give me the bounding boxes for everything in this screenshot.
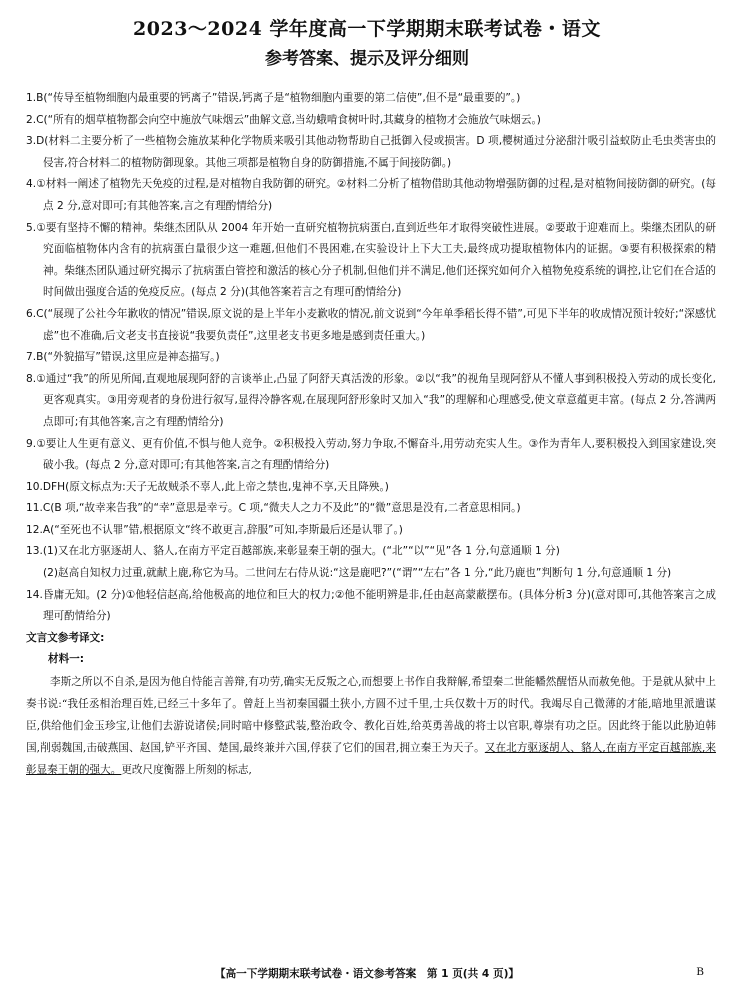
page-subtitle: 参考答案、提示及评分细则 (265, 49, 469, 69)
answer-1: 1.B(“传导至植物细胞内最重要的钙离子”错误,钙离子是“植物细胞内重要的第二信使”,但不是“最重要的”。) (26, 92, 521, 104)
page-footer: 【高一下学期期末联考试卷・语文参考答案 第 1 页(共 4 页)】 (214, 968, 520, 980)
translation-text: 李斯之所以不自杀,是因为他自恃能言善辩,有功劳,确实无反叛之心,而想要上书作自我辩解,希望秦二世能幡然醒悟从而赦免他。于是就从狱中上奏书说:“我任丞相治理百姓,已经三十多年了。曾赶上当初秦国疆土狭小,方圆不过千里,士兵仅数十万的时代。我竭尽自己微薄的才能,暗地里派遣谋臣,供给他们金玉珍宝,让他们去游说诸侯;同时暗中修整武装,整治政令、教化百姓,给英勇善战的将士以官职,尊崇有功之臣。因此终于能以此胁迫韩国,削弱魏国,击破燕国、赵国,铲平齐国、楚国,最终兼并六国,俘获了它们的国君,拥立秦王为天子。 (26, 676, 716, 755)
page-title: 2023～2024 学年度高一下学期期末联考试卷・语文 (133, 18, 601, 40)
translation-text-continued: 更改尺度衡器上所刻的标志, (121, 764, 252, 777)
answer-10: 10.DFH(原文标点为:天子无故贼杀不辜人,此上帝之禁也,鬼神不享,天且降殃。) (26, 480, 389, 493)
answer-3: 3.D(材料二主要分析了一些植物会施放某种化学物质来吸引其他动物帮助自己抵御入侵或损害。D 项,樱树通过分泌甜汁吸引益蚁防止毛虫类害虫的侵害,符合材料二的植物防御现象。其他三项都是植物自身的防御措施,不属于间接防御。) (26, 135, 716, 169)
answer-14: 14.昏庸无知。(2 分)①他轻信赵高,给他极高的地位和巨大的权力;②他不能明辨是非,任由赵高蒙蔽摆布。(具体分析3 分)(意对即可,其他答案言之成理可酌情给分) (26, 588, 716, 623)
translation-heading: 文言文参考译文: (26, 631, 105, 644)
answer-6: 6.C(“展现了公社今年歉收的情况”错误,原文说的是上半年小麦歉收的情况,前文说到“今年单季稻长得不错”,可见下半年的收成情况预计较好;“深感忧虑”也不准确,后文老支书直接说“我要负责任”,这里老支书更多地是感到责任重大。) (26, 307, 716, 342)
answer-13-part-1: 13.(1)又在北方驱逐胡人、貉人,在南方平定百越部族,来彰显秦王朝的强大。(“北”“以”“见”各 1 分,句意通顺 1 分) (26, 545, 560, 558)
answer-4: 4.①材料一阐述了植物先天免疫的过程,是对植物自我防御的研究。②材料二分析了植物借助其他动物增强防御的过程,是对植物间接防御的研究。(每点 2 分,意对即可;有其他答案,言之有理酌情给分) (26, 178, 716, 212)
answer-7: 7.B(“外貌描写”错误,这里应是神态描写。) (26, 351, 220, 364)
material-one-heading: 材料一: (48, 653, 85, 666)
answer-11: 11.C(B 项,“故幸来告我”的“幸”意思是幸亏。C 项,“微夫人之力不及此”的“微”意思是没有,二者意思相同。) (26, 502, 521, 515)
version-mark: B (696, 966, 704, 978)
answer-13-part-2: (2)赵高自知权力过重,就献上鹿,称它为马。二世问左右侍从说:“这是鹿吧?”(“谓”“左右”各 1 分,“此乃鹿也”判断句 1 分,句意通顺 1 分) (43, 567, 672, 580)
answer-8: 8.①通过“我”的所见所闻,直观地展现阿舒的言谈举止,凸显了阿舒天真活泼的形象。②以“我”的视角呈现阿舒从不懂人事到积极投入劳动的成长变化,更客观真实。③用旁观者的身份进行叙写,显得冷静客观,在展现阿舒形象时又加入“我”的理解和心理感受,使文章意蕴更丰富。(每点 2 分,答满两点即可;有其他答案,言之有理酌情给分) (26, 372, 716, 428)
answer-9: 9.①要让人生更有意义、更有价值,不惧与他人竞争。②积极投入劳动,努力争取,不懈奋斗,用劳动充实人生。③作为青年人,要积极投入到国家建设,突破小我。(每点 2 分,意对即可;有其他答案,言之有理酌情给分) (26, 437, 716, 472)
underlined-sentence: 又在北方驱逐胡人、貉人,在南方平定百越部族,来彰显秦王朝的强大。 (26, 742, 717, 777)
answer-5: 5.①要有坚持不懈的精神。柴继杰团队从 2004 年开始一直研究植物抗病蛋白,直到近些年才取得突破性进展。②要敢于迎难而上。柴继杰团队的研究面临植物体内含有的抗病蛋白量很少这一难题,但他们不畏困难,在实验设计上下大工夫,最终成功提取植物体内的证据。③要有积极探索的精神。柴继杰团队通过研究揭示了抗病蛋白管控和激活的核心分子机制,但他们并不满足,他们还探究如何介入植物免疫系统的调控,让它们在合适的时间做出强度合适的免疫反应。(每点 2 分)(其他答案若言之有理可酌情给分) (26, 221, 716, 299)
translation-paragraph (26, 671, 716, 781)
answer-12: 12.A(“至死也不认罪”错,根据原文“终不敢更言,辞服”可知,李斯最后还是认罪了。) (26, 523, 403, 536)
answer-2: 2.C(“所有的烟草植物都会向空中施放气味烟云”曲解文意,当幼蛾啃食树叶时,其藏身的植物才会施放气味烟云。) (26, 113, 541, 126)
answers-body (26, 88, 716, 781)
